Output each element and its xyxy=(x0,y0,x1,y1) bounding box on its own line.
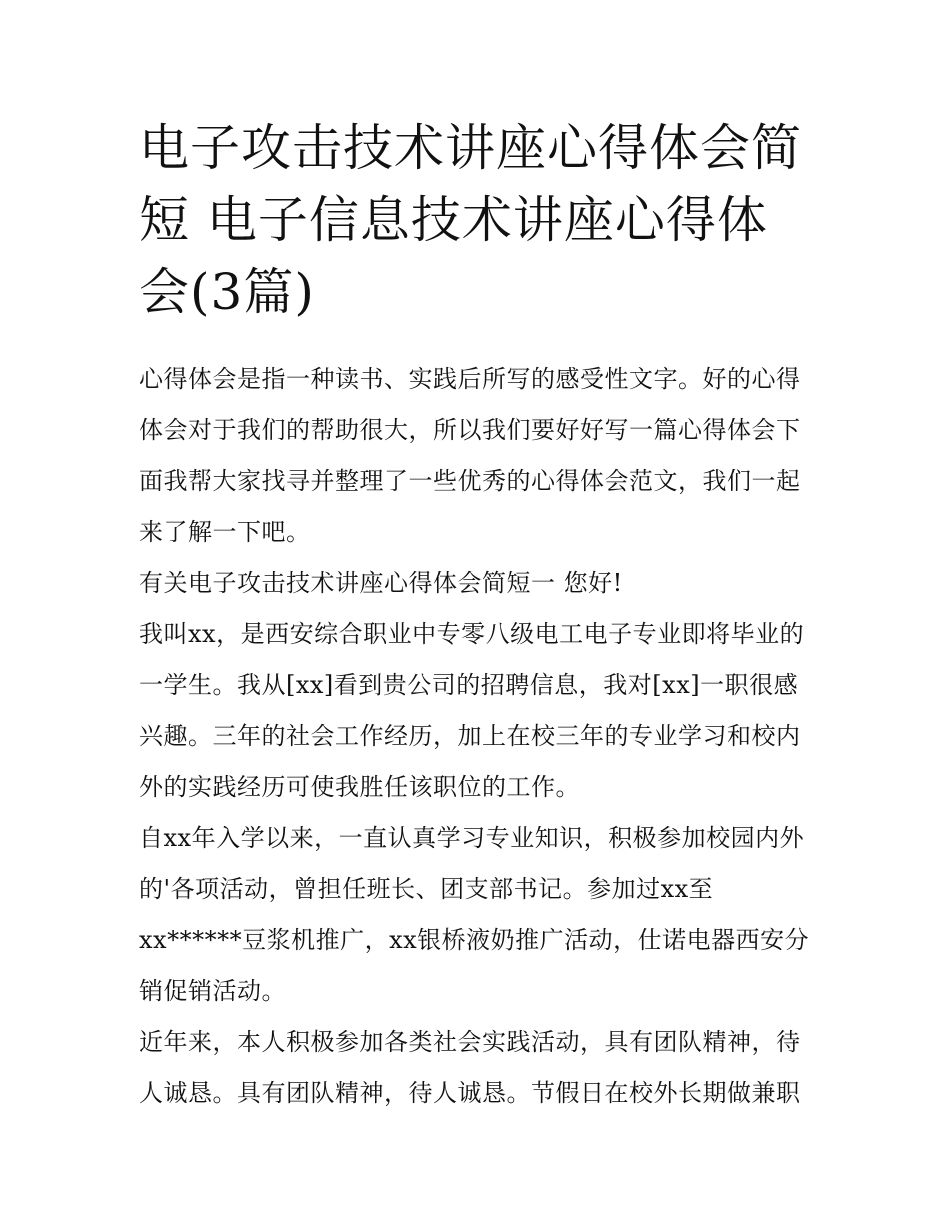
document-title: 电子攻击技术讲座心得体会简短 电子信息技术讲座心得体会(3篇) xyxy=(139,119,802,321)
document-page xyxy=(139,112,815,1119)
paragraph-intro: 心得体会是指一种读书、实践后所写的感受性文字。好的心得体会对于我们的帮助很大，所以我们要好好写一篇心得体会下面我帮大家找寻并整理了一些优秀的心得体会范文，我们一起来了解一下吧。 xyxy=(139,365,801,546)
paragraph-practice: 近年来，本人积极参加各类社会实践活动，具有团队精神，待人诚恳。具有团队精神，待人诚恳。节假日在校外长期做兼职 xyxy=(139,1028,801,1107)
paragraph-self-intro: 我叫xx，是西安综合职业中专零八级电工电子专业即将毕业的一学生。我从[xx]看到贵公司的招聘信息，我对[xx]一职很感兴趣。三年的社会工作经历，加上在校三年的专业学习和校内外的实践经历可使我胜任该职位的工作。 xyxy=(139,620,805,801)
paragraph-heading-1: 有关电子攻击技术讲座心得体会简短一 您好! xyxy=(139,569,623,597)
paragraph-activities: 自xx年入学以来，一直认真学习专业知识，积极参加校园内外的'各项活动，曾担任班长、团支部书记。参加过xx至xx******豆浆机推广，xx银桥液奶推广活动，仕诺电器西安分销促销活动。 xyxy=(139,824,810,1005)
